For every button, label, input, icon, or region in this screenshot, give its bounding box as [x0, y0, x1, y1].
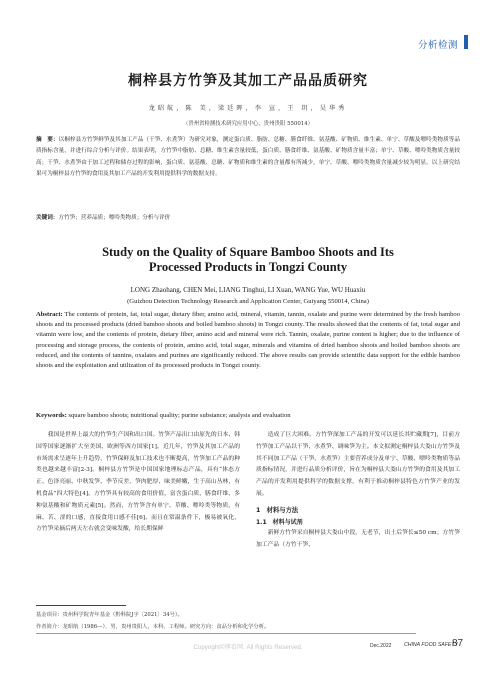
en-keywords-text: square bamboo shoots; nutritional quality; purine substance; analysis and evaluation — [66, 412, 291, 419]
en-abstract — [36, 310, 460, 371]
en-title — [0, 245, 496, 275]
body-left-column — [36, 430, 240, 536]
en-authors: LONG Zhaohang, CHEN Mei, LIANG Tinghui, LI Xuan, WANG Yue, WU Huaxiu — [130, 286, 366, 294]
body-right-column — [256, 430, 460, 552]
body-right-paragraph: 造成了巨大困难。方竹笋深加工产品的开发可以延长其贮藏期[7]，目前方竹笋加工产品以干笋、水煮笋、调味笋为主。本文拟测定桐梓县大娄山方竹笋及其不同加工产品（干笋、水煮笋）主要营养成分及单宁、草酸、嘌呤类物质等品质指标情况，并进行品质分析评价，旨在为桐梓县大娄山方竹笋的食用及其加工产品的开发利用提供科学的数据支撑，有利于推动桐梓县特色方竹笋产业的发展。 — [256, 432, 460, 497]
page-number: 87 — [452, 638, 464, 649]
subsection-heading: 1.1 材料与试剂 — [256, 518, 303, 526]
footer-rule — [36, 633, 416, 634]
en-abstract-label: Abstract: — [36, 311, 63, 318]
footnote-author: 作者简介：龙昭航（1986—），男，贵州贵阳人，本科，工程师。研究方向：食品分析和化学分析。 — [36, 624, 270, 630]
en-affiliation: (Guizhou Detection Technology Research and Application Center, Guiyang 550014, China) — [127, 298, 369, 305]
cn-authors: 龙昭航，陈 美，梁廷晖，李 宣，王 玥，吴华秀 — [148, 105, 348, 112]
cn-title: 桐梓县方竹笋及其加工产品品质研究 — [128, 73, 368, 89]
section-heading: 1 材料与方法 — [256, 506, 299, 514]
cn-keywords-label: 关键词： — [36, 215, 59, 221]
en-abstract-text: The contents of protein, fat, total sugar, dietary fiber, amino acid, mineral, vitamin, tannin, oxalate and purine were determined by the fresh bamboo shoots and its processed products (dried bamboo shoots and boiled bamboo shoots) in Tongzi county. The results showed that the contents of fat, total sugar and vitamin were low, and the contents of protein, dietary fiber, amino acid and mineral were rich. Tannin, oxalate, purine content is higher; due to the influence of processing and storage process, the contents of protein, amino acid, total sugar, minerals and vitamins of dried bamboo shoots and boiled bamboo shoots are reduced, and the contents of tannins, oxalates and purines are significantly reduced. The above results can provide scientific data support for the edible bamboo shoots and the exploitation and utilization of its processed products in Tongzi county. — [36, 311, 460, 370]
cn-abstract-label: 摘 要： — [36, 137, 59, 143]
copyright-watermark: Copyright©博看网. All Rights Reserved. — [193, 644, 303, 651]
footnote-rule — [36, 605, 126, 606]
cn-keywords — [36, 213, 460, 221]
cn-abstract — [36, 135, 460, 181]
body-right-tail: 新鲜方竹笋采自桐梓县大娄山中段，无老节，出土后笋长≤50 cm；方竹笋加工产品（方竹干笋、 — [256, 530, 460, 549]
footer-date: Dec.2022 — [370, 643, 392, 649]
footnote-fund: 基金项目：贵州科学院青年基金（黔科院J字〔2021〕34号）。 — [36, 612, 183, 618]
en-keywords — [36, 412, 460, 419]
cn-affiliation: （贵州省检测技术研究应用中心，贵州贵阳 550014） — [182, 121, 314, 127]
section-tag: 分析检测 — [417, 40, 458, 51]
en-title-line1: Study on the Quality of Square Bamboo Shoots and Its — [102, 245, 394, 259]
footer-journal-name: CHINA FOOD SAFETY — [404, 642, 458, 648]
cn-abstract-text: 以桐梓县方竹笋鲜笋及其加工产品（干笋、水煮笋）为研究对象，测定蛋白质、脂肪、总糖、膳食纤维、氨基酸、矿物质、维生素、单宁、草酸及嘌呤类物质等品质指标含量，并进行综合分析与评价。结果表明，方竹笋中脂肪、总糖、维生素含量较低，蛋白质、膳食纤维、氨基酸、矿物质含量丰富；单宁、草酸、嘌呤类物质含量较高；干笋、水煮笋由于加工过程和储存过程的影响，蛋白质、氨基酸、总糖、矿物质和维生素的含量都有所减少，单宁、草酸、嘌呤类物质含量减少较为明显。以上研究结果可为桐梓县方竹笋的食用及其加工产品的开发利用提供科学的数据支持。 — [36, 137, 460, 178]
en-keywords-label: Keywords: — [36, 412, 67, 419]
cn-keywords-text: 方竹笋；营养品质；嘌呤类物质；分析与评价 — [58, 215, 171, 221]
section-tag-bar — [464, 35, 468, 49]
en-title-line2: Processed Products in Tongzi County — [148, 260, 348, 274]
body-left-paragraph: 我国是世界上最大的竹笋生产国和出口国。竹笋产品出口由原先的日本、韩国等国家逐渐扩大至美国、欧洲等西方国家[1]。近几年，竹笋及其加工产品的市场需求呈逐年上升趋势，竹笋保鲜及加工技术也不断提高，竹笋加工产品的种类也越来越丰富[2-3]。桐梓县方竹笋是中国国家地理标志产品，具有“体态方正、色泽亮丽、中秋发笋、季节反差，笋肉肥厚、味美鲜嫩，生于高山丛林，有机食品”四大特色[4]。方竹笋具有较高的食用价值，富含蛋白质、膳食纤维、多种氨基酸和矿物质元素[5]。然而，方竹笋含有单宁、草酸、嘌呤类等物质，有麻、苦、涩的口感，直接食用口感不佳[6]。而且在常温条件下，极易被氧化，方竹笋采摘后两天左右就会变味发酸，给长期保鲜 — [36, 432, 240, 533]
